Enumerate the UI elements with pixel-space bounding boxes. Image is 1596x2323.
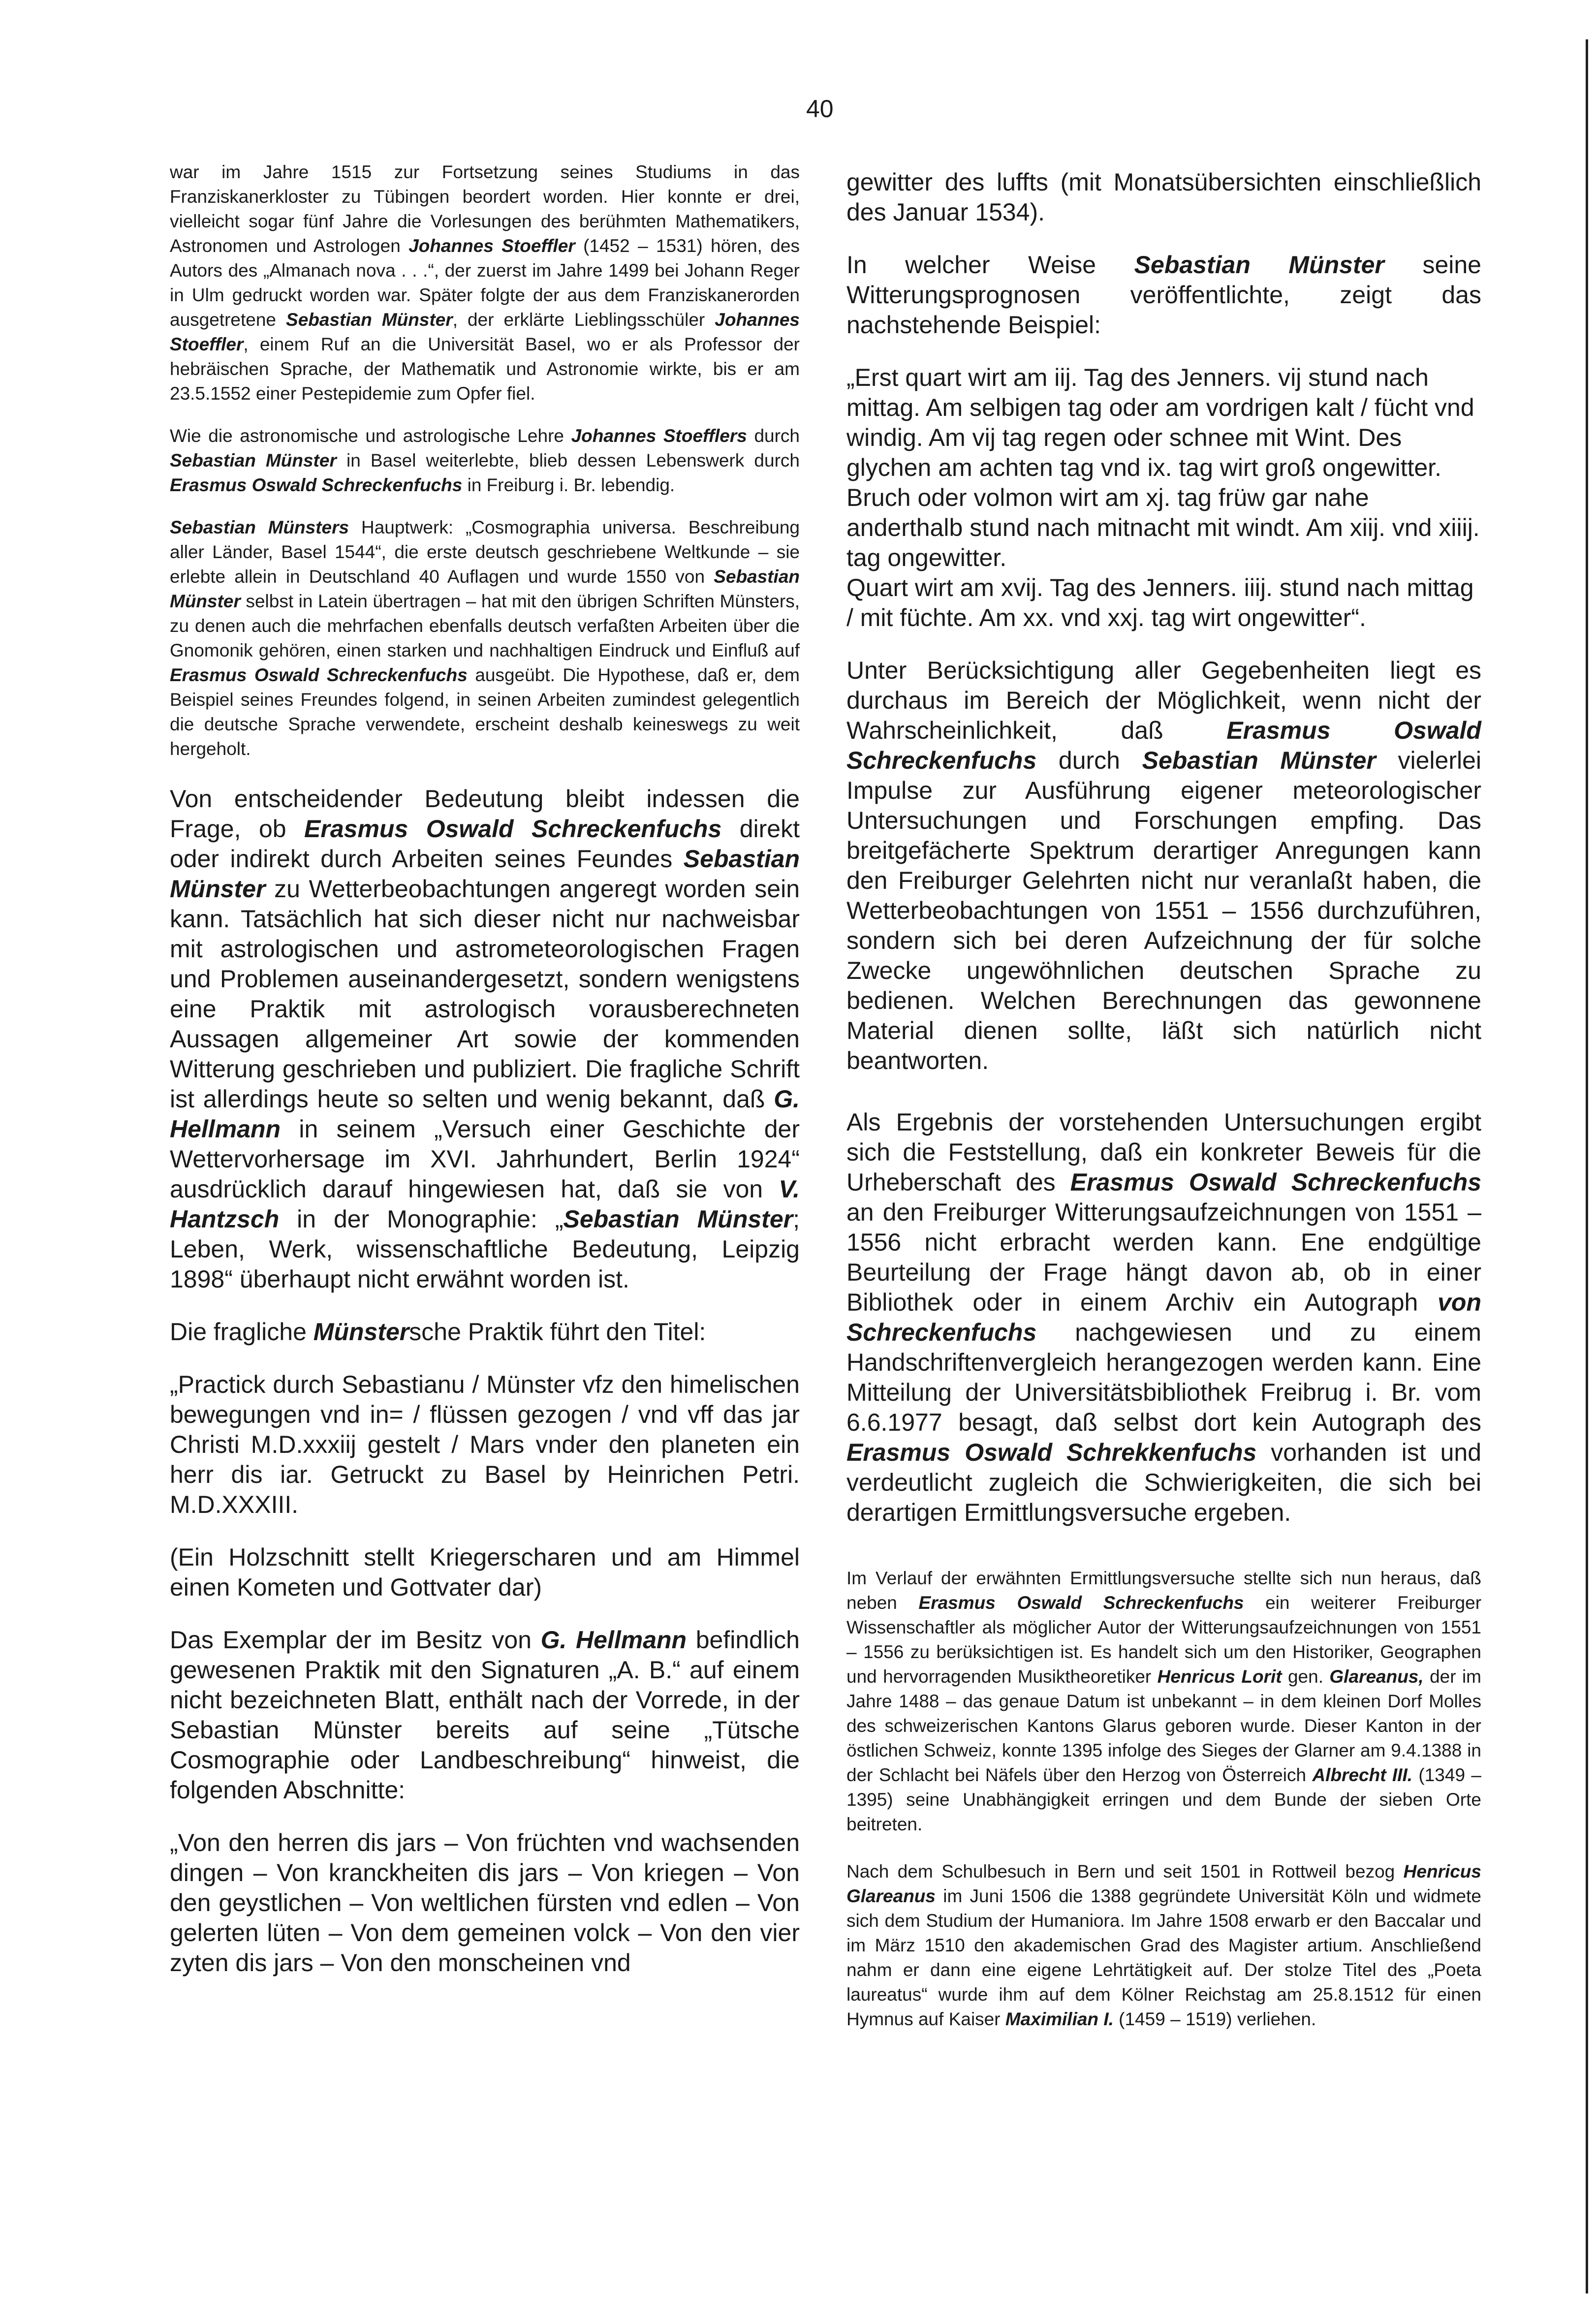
text-run: in Basel weiterlebte, blieb dessen Lebenswerk durch — [336, 450, 800, 471]
emphasized-name: Erasmus Oswald Schreckenfuchs — [170, 665, 468, 685]
text-run: war im Jahre 1515 zur Fortsetzung seines Studiums in das Franziskanerkloster zu Tübingen beordert worden. Hier konnte er drei, vielleicht sogar fünf Jahre die Vorlesungen des berühmten Mathematikers, Astronomen und Astrologen — [170, 162, 800, 256]
text-run: „Erst quart wirt am iij. Tag des Jenners. vij stund nach mittag. Am selbigen tag oder am vordrigen kalt / fücht vnd windig. Am vij tag regen oder schnee mit Wint. Des glychen am achten tag vnd ix. tag wirt groß ongewitter. Bruch oder volmon wirt am xj. tag früw gar nahe anderthalb stund nach mitnacht mit windt. Am xiij. vnd xiiij. tag ongewitter. Quart wirt am xvij. Tag des Jenners. iiij. stund nach mittag / mit füchte. Am xx. vnd xxj. tag wirt ongewitter“. — [846, 364, 1480, 631]
emphasized-name: Sebastian Münster — [1134, 251, 1384, 279]
text-run: Von entscheidender Bedeutung bleibt indessen die Frage, ob — [170, 785, 800, 843]
emphasized-name: Erasmus Oswald Schrekkenfuchs — [846, 1439, 1257, 1466]
text-run: durch — [747, 426, 800, 446]
paragraph-glareanus-studies — [846, 1859, 1481, 2032]
paragraph-woodcut-note — [170, 1542, 800, 1602]
paragraph-praktik-title-intro — [170, 1317, 800, 1347]
page-number: 40 — [806, 95, 834, 123]
paragraph-result — [846, 1107, 1481, 1528]
paragraph-gewitter-continuation — [846, 167, 1481, 227]
text-run: Wie die astronomische und astrologische Lehre — [170, 426, 571, 446]
paragraph-hellmann-copy — [170, 1625, 800, 1805]
emphasized-name: Sebastian Münster — [563, 1205, 793, 1233]
text-run: (1349 – 1395) seine Unabhängigkeit erringen und dem Bunde der sieben Orte beitreten. — [846, 1765, 1481, 1834]
emphasized-name: Glareanus, — [1329, 1666, 1424, 1687]
text-run: vorhanden ist und verdeutlicht zugleich die Schwierigkeiten, die sich bei derartigen Ermittlungsversuche ergeben. — [846, 1439, 1481, 1526]
text-run: Hauptwerk: „Cosmographia universa. Beschreibung aller Länder, Basel 1544“, die erste deutsch geschriebene Weltkunde – sie erlebte allein in Deutschland 40 Auflagen und wurde 1550 von — [170, 517, 800, 587]
emphasized-name: Erasmus Oswald Schreckenfuchs — [918, 1593, 1244, 1613]
emphasized-name: Sebastian Münster — [1142, 747, 1376, 774]
text-run: vielerlei Impulse zur Ausführung eigener meteorologischer Untersuchungen und Forschungen empfing. Das breitgefächerte Spektrum derartiger Anregungen kann den Freiburger Gelehrten nicht nur veranlaßt haben, die Wetterbeobachtungen von 1551 – 1556 durchzuführen, sondern sich bei deren Aufzeichnung der für solche Zwecke ungewöhnlichen deutschen Sprache zu bedienen. Welchen Berechnungen das gewonnene Material dienen sollte, läßt sich natürlich nicht beantworten. — [846, 747, 1481, 1074]
emphasized-name: Erasmus Oswald Schreckenfuchs — [170, 475, 463, 495]
text-run: gen. — [1282, 1666, 1330, 1687]
paragraph-forecast-example-intro — [846, 250, 1481, 340]
text-run: Das Exemplar der im Besitz von — [170, 1626, 541, 1654]
emphasized-name: Johannes Stoeffler — [170, 310, 800, 354]
emphasized-name: Sebastian Münster — [170, 566, 800, 611]
quote-section-list — [170, 1828, 800, 1978]
left-column — [170, 160, 800, 1978]
emphasized-name: Münster — [313, 1318, 409, 1346]
text-run: zu Wetterbeobachtungen angeregt worden sein kann. Tatsächlich hat sich dieser nicht nur nachweisbar mit astrologischen und astrometeorologischen Fragen und Problemen auseinandergesetzt, sondern wenigstens eine Praktik mit astrologisch vorausberechneten Aussagen allgemeiner Art sowie der kommenden Witterung geschrieben und publiziert. Die fragliche Schrift ist allerdings heute so selten und wenig bekannt, daß — [170, 875, 800, 1113]
text-run: in Freiburg i. Br. lebendig. — [462, 475, 675, 495]
text-run: In welcher Weise — [846, 251, 1134, 279]
right-column — [846, 167, 1481, 2032]
text-run: (1459 – 1519) verliehen. — [1113, 2009, 1316, 2029]
paragraph-impulses — [846, 656, 1481, 1076]
emphasized-name: Henricus Glareanus — [846, 1861, 1481, 1906]
emphasized-name: V. Hantzsch — [170, 1175, 800, 1233]
emphasized-name: Sebastian Münster — [286, 310, 453, 330]
text-run: befindlich gewesenen Praktik mit den Signaturen „A. B.“ auf einem nicht bezeichneten Blatt, enthält nach der Vorrede, in der Sebastian Münster bereits auf seine „Tütsche Cosmographie oder Landbeschreibung“ hinweist, die folgenden Abschnitte: — [170, 1626, 800, 1804]
text-run: ; Leben, Werk, wissenschaftliche Bedeutung, Leipzig 1898“ überhaupt nicht erwähnt worden ist. — [170, 1205, 800, 1293]
text-run: ein weiterer Freiburger Wissenschaftler als möglicher Autor der Witterungsaufzeichnungen von 1551 – 1556 zu berüksichtigen ist. Es handelt sich um den Historiker, Geographen und hervorragenden Musiktheoretiker — [846, 1593, 1482, 1687]
text-run: gewitter des luffts (mit Monatsübersichten einschließlich des Januar 1534). — [846, 168, 1481, 226]
text-run: , einem Ruf an die Universität Basel, wo er als Professor der hebräischen Sprache, der Mathematik und Astronomie wirkte, bis er am 23.5.1552 einer Pestepidemie zum Opfer fiel. — [170, 334, 800, 404]
emphasized-name: Sebastian Münsters — [170, 517, 349, 537]
text-run: Die fragliche — [170, 1318, 313, 1346]
text-run: seine Witterungsprognosen veröffentlichte, zeigt das nachstehende Beispiel: — [846, 251, 1481, 339]
emphasized-name: Johannes Stoeffler — [408, 236, 575, 256]
emphasized-name: Sebastian Münster — [170, 450, 337, 471]
text-run: in seinem „Versuch einer Geschichte der Wettervorhersage im XVI. Jahrhundert, Berlin 1924“ ausdrücklich darauf hingewiesen hat, daß sie von — [170, 1115, 800, 1203]
text-run: (Ein Holzschnitt stellt Kriegerscharen und am Himmel einen Kometen und Gottvater dar) — [170, 1543, 800, 1601]
paragraph-stoeffler-tuebingen — [170, 160, 800, 406]
emphasized-name: von Schreckenfuchs — [846, 1288, 1481, 1346]
emphasized-name: Maximilian I. — [1005, 2009, 1114, 2029]
text-run: ausgeübt. Die Hypothese, daß er, dem Beispiel seines Freundes folgend, in seinen Arbeiten zumindest gelegentlich die deutsche Sprache verwendete, erscheint deshalb keineswegs zu weit hergeholt. — [170, 665, 800, 759]
emphasized-name: G. Hellmann — [540, 1626, 687, 1654]
text-run: im Juni 1506 die 1388 gegründete Universität Köln und widmete sich dem Studium der Humaniora. Im Jahre 1508 erwarb er den Baccalar und im März 1510 den akademischen Grad des Magister artium. Anschließend nahm er dann eine eigene Lehrtätigkeit auf. Der stolze Titel des „Poeta laureatus“ wurde ihm auf dem Kölner Reichstag am 25.8.1512 für einen Hymnus auf Kaiser — [846, 1886, 1481, 2029]
text-run: an den Freiburger Witterungsaufzeichnungen von 1551 – 1556 nicht erbracht werden kann. Ene endgültige Beurteilung der Frage hängt davon ab, ob in einer Bibliothek oder in einem Archiv ein Autograph — [846, 1198, 1481, 1316]
text-run: „Von den herren dis jars – Von früchten vnd wachsenden dingen – Von kranckheiten dis jars – Von kriegen – Von den geystlichen – Von weltlichen fürsten vnd edlen – Von gelerten lüten – Von dem gemeinen volck – Von den vier zyten dis jars – Von den monscheinen vnd — [170, 1829, 800, 1977]
text-run: der im Jahre 1488 – das genaue Datum ist unbekannt – in dem kleinen Dorf Molles des schweizerischen Kantons Glarus geboren wurde. Dieser Kanton in der östlichen Schweiz, konnte 1395 infolge des Sieges der Glarner am 9.4.1388 in der Schlacht bei Näfels über den Herzog von Österreich — [846, 1666, 1481, 1785]
right-edge-rule — [1586, 39, 1588, 2293]
text-run: direkt oder indirekt durch Arbeiten seines Feundes — [170, 815, 800, 873]
text-run: „Practick durch Sebastianu / Münster vfz den himelischen bewegungen vnd in= / flüssen gezogen / vnd vff das jar Christi M.D.xxxiij gestelt / Mars vnder den planeten ein herr dis iar. Getruckt zu Basel by Heinrichen Petri. M.D.XXXIII. — [170, 1371, 800, 1518]
quote-weather-forecast — [846, 363, 1481, 633]
text-run: Im Verlauf der erwähnten Ermittlungsversuche stellte sich nun heraus, daß neben — [846, 1568, 1481, 1613]
text-run: Nach dem Schulbesuch in Bern und seit 1501 in Rottweil bezog — [846, 1861, 1404, 1882]
text-run: in der Monographie: „ — [279, 1205, 563, 1233]
text-run: (1452 – 1531) hören, des Autors des „Almanach nova . . .“, der zuerst im Jahre 1499 bei Johann Reger in Ulm gedruckt worden war. Später folgte der aus dem Franziskanerorden ausgetretene — [170, 236, 800, 330]
paragraph-astronomic-teaching — [170, 424, 800, 498]
emphasized-name: Henricus Lorit — [1157, 1666, 1282, 1687]
paragraph-glareanus — [846, 1566, 1481, 1837]
paragraph-cosmographia — [170, 515, 800, 761]
text-run: nachgewiesen und zu einem Handschriftenvergleich herangezogen werden kann. Eine Mitteilung der Universitätsbibliothek Freibrug i. Br. vom 6.6.1977 besagt, daß selbst dort kein Autograph des — [846, 1318, 1481, 1436]
paragraph-decisive-question — [170, 784, 800, 1294]
text-run: sche Praktik führt den Titel: — [409, 1318, 706, 1346]
emphasized-name: Erasmus Oswald Schreckenfuchs — [1070, 1168, 1481, 1196]
text-run: selbst in Latein übertragen – hat mit den übrigen Schriften Münsters, zu denen auch die mehrfachen ebenfalls deutsch verfaßten Arbeiten über die Gnomonik gehören, einen starken und nachhaltigen Eindruck und Einfluß auf — [170, 591, 800, 660]
emphasized-name: Erasmus Oswald Schreckenfuchs — [846, 717, 1481, 774]
text-run: , der erklärte Lieblingsschüler — [452, 310, 715, 330]
emphasized-name: Erasmus Oswald Schreckenfuchs — [304, 815, 722, 843]
text-run: Unter Berücksichtigung aller Gegebenheiten liegt es durchaus im Bereich der Möglichkeit, wenn nicht der Wahrscheinlichkeit, daß — [846, 657, 1481, 744]
text-run: durch — [1036, 747, 1142, 774]
quote-practick-title — [170, 1370, 800, 1520]
emphasized-name: G. Hellmann — [170, 1085, 800, 1143]
emphasized-name: Johannes Stoefflers — [571, 426, 747, 446]
text-run: Als Ergebnis der vorstehenden Untersuchungen ergibt sich die Feststellung, daß ein konkreter Beweis für die Urheberschaft des — [846, 1108, 1481, 1196]
emphasized-name: Albrecht III. — [1312, 1765, 1413, 1785]
emphasized-name: Sebastian Münster — [170, 845, 800, 903]
